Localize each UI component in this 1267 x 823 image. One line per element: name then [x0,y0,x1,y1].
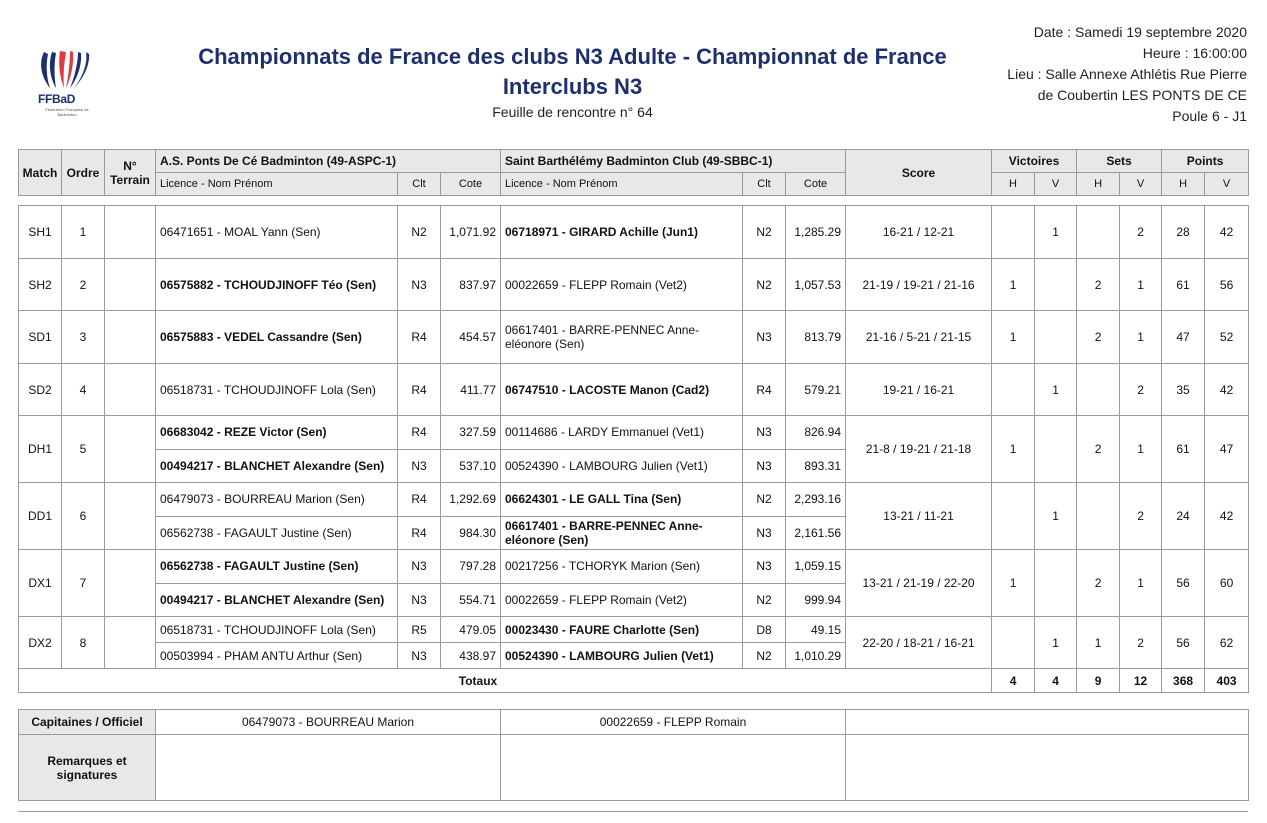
separator: - [558,458,570,473]
totals-sets-v: 12 [1120,669,1162,693]
separator: - [213,458,225,473]
home-player [156,483,398,517]
header-match: Match [19,150,62,196]
sets-home [1077,364,1120,416]
away-player-cote: 49.15 [786,617,846,643]
sets-home: 2 [1077,416,1120,483]
away-player-clt: N2 [743,206,786,259]
home-player-clt: N3 [398,643,441,669]
match-row [19,483,1249,517]
match-code: DD1 [19,483,62,550]
home-player-licence: 06683042 [160,425,214,440]
match-order: 4 [62,364,105,416]
ffbad-shuttlecock-icon [36,50,94,92]
victories-home: 1 [992,416,1035,483]
home-player-licence: 00494217 [160,458,214,473]
away-player-name: LAMBOURG Julien (Vet1) [569,458,708,473]
home-player-licence: 06562738 [160,525,214,540]
home-player-name: TCHOUDJINOFF Lola (Sen) [223,382,376,397]
points-away: 47 [1205,416,1249,483]
separator: - [213,277,225,292]
home-player-cote: 411.77 [441,364,501,416]
home-player-clt: R4 [398,364,441,416]
separator: - [557,425,569,440]
separator: - [213,492,225,507]
header-terrain: N° Terrain [105,150,156,196]
home-player-clt: R4 [398,483,441,517]
match-pool: Poule 6 - J1 [1172,108,1247,124]
away-player-name: BARRE-PENNEC Anne-eléonore (Sen) [505,323,700,351]
header-clt-home: Clt [398,173,441,196]
match-row [19,617,1249,643]
away-player-licence: 00022659 [505,277,559,292]
match-order: 6 [62,483,105,550]
page-subtitle: Feuille de rencontre n° 64 [492,104,653,120]
match-place: Lieu : Salle Annexe Athlétis Rue Pierre de Coubertin LES PONTS DE CE [1007,66,1247,103]
match-court [105,364,156,416]
away-player-licence: 06617401 [505,323,559,337]
away-player-cote: 2,293.16 [786,483,846,517]
away-player-cote: 2,161.56 [786,516,846,550]
match-score: 21-19 / 19-21 / 21-16 [846,259,992,311]
victories-away [1035,550,1077,617]
away-player [501,583,743,617]
separator: - [558,492,570,507]
match-score: 21-16 / 5-21 / 21-15 [846,311,992,364]
points-away: 62 [1205,617,1249,669]
separator: - [213,382,224,397]
home-player-cote: 1,071.92 [441,206,501,259]
separator: - [213,622,224,637]
away-player-licence: 06624301 [505,492,559,507]
home-player-name: VEDEL Cassandre (Sen) [224,330,362,344]
header-clt-away: Clt [743,173,786,196]
match-time: Heure : 16:00:00 [1142,45,1247,61]
home-player-licence: 06575882 [160,277,214,292]
home-player [156,416,398,450]
match-row [19,311,1249,364]
separator: - [213,425,225,440]
victories-home: 1 [992,311,1035,364]
sets-home: 2 [1077,550,1120,617]
away-player-clt: N3 [743,311,786,364]
logo-subtext: Fédération Française de Badminton [45,107,89,117]
home-player [156,311,398,364]
match-code: DX1 [19,550,62,617]
match-table [18,149,1249,693]
home-player-name: BLANCHET Alexandre (Sen) [224,592,385,607]
match-score: 13-21 / 11-21 [846,483,992,550]
home-player-name: BLANCHET Alexandre (Sen) [224,458,385,473]
page-title: Championnats de France des clubs N3 Adulte - Championnat de France Interclubs N3 [198,44,947,99]
totals-row [19,669,1249,693]
totals-sets-h: 9 [1077,669,1120,693]
home-player-cote: 554.71 [441,583,501,617]
totals-vic-v: 4 [1035,669,1077,693]
points-home: 61 [1162,259,1205,311]
home-player-licence: 06518731 [160,382,214,397]
match-row [19,550,1249,584]
victories-home: 1 [992,550,1035,617]
match-order: 2 [62,259,105,311]
separator: - [213,648,225,663]
away-player [501,364,743,416]
sets-away: 1 [1120,311,1162,364]
points-away: 52 [1205,311,1249,364]
header-licence-away: Licence - Nom Prénom [501,173,743,196]
logo-brand-text: FFBaD [38,92,76,106]
header-team-home: A.S. Ponts De Cé Badminton (49-ASPC-1) [156,150,501,173]
victories-home [992,483,1035,550]
home-player-clt: N3 [398,583,441,617]
ffbad-logo [36,50,94,120]
away-player-cote: 893.31 [786,449,846,483]
away-player-licence: 06747510 [505,382,559,397]
home-player [156,516,398,550]
away-player-licence: 00524390 [505,458,559,473]
victories-home [992,364,1035,416]
home-player-clt: R4 [398,311,441,364]
match-code: DH1 [19,416,62,483]
sets-away: 1 [1120,416,1162,483]
away-player [501,311,743,364]
away-player-cote: 826.94 [786,416,846,450]
remarks-label: Remarques et signatures [19,735,156,801]
home-player-cote: 438.97 [441,643,501,669]
points-away: 42 [1205,364,1249,416]
header-victoires: Victoires [992,150,1077,173]
home-player-clt: N3 [398,550,441,584]
victories-away [1035,259,1077,311]
away-player-name: FLEPP Romain (Vet2) [569,277,687,292]
separator: - [213,559,225,574]
victories-away: 1 [1035,617,1077,669]
victories-away: 1 [1035,206,1077,259]
away-player-name: FLEPP Romain (Vet2) [569,592,687,607]
away-player [501,483,743,517]
away-player-cote: 999.94 [786,583,846,617]
match-row [19,206,1249,259]
header-cote-away: Cote [786,173,846,196]
points-home: 56 [1162,550,1205,617]
home-player [156,550,398,584]
match-code: SD1 [19,311,62,364]
away-player-licence: 00022659 [505,592,559,607]
points-away: 60 [1205,550,1249,617]
away-player-name: LAMBOURG Julien (Vet1) [569,648,714,663]
captains-label: Capitaines / Officiel [19,710,156,735]
points-home: 28 [1162,206,1205,259]
away-player-name: LE GALL Tina (Sen) [569,492,682,507]
match-score: 13-21 / 21-19 / 22-20 [846,550,992,617]
points-home: 47 [1162,311,1205,364]
separator: - [558,559,569,574]
signature-table [18,709,1249,801]
points-away: 42 [1205,206,1249,259]
away-player [501,449,743,483]
home-player [156,449,398,483]
away-player-licence: 06617401 [505,518,559,533]
match-court [105,416,156,483]
match-order: 5 [62,416,105,483]
victories-home [992,206,1035,259]
away-player-clt: N2 [743,583,786,617]
match-row [19,364,1249,416]
match-court [105,259,156,311]
match-row [19,259,1249,311]
away-player [501,550,743,584]
sets-home: 2 [1077,259,1120,311]
home-player-clt: R4 [398,416,441,450]
home-player-name: TCHOUDJINOFF Lola (Sen) [223,622,376,637]
match-order: 7 [62,550,105,617]
away-player-clt: N3 [743,516,786,550]
totals-label: Totaux [19,669,992,693]
home-player-name: FAGAULT Justine (Sen) [224,559,359,574]
captain-home: 06479073 - BOURREAU Marion [156,710,501,735]
points-away: 56 [1205,259,1249,311]
away-player-licence: 06718971 [505,225,559,239]
home-player-licence: 00494217 [160,592,214,607]
match-order: 8 [62,617,105,669]
match-score: 19-21 / 16-21 [846,364,992,416]
victories-away: 1 [1035,483,1077,550]
home-player-cote: 1,292.69 [441,483,501,517]
separator: - [213,525,225,540]
sets-away: 1 [1120,550,1162,617]
home-player-name: REZE Victor (Sen) [224,425,327,440]
away-player-clt: D8 [743,617,786,643]
away-player-cote: 1,059.15 [786,550,846,584]
home-player-cote: 984.30 [441,516,501,550]
header-sets-h: H [1077,173,1120,196]
header-vic-v: V [1035,173,1077,196]
away-player-licence: 00217256 [505,559,559,574]
sets-home [1077,483,1120,550]
separator: - [558,622,570,637]
remarks-home [156,735,501,801]
away-player-cote: 579.21 [786,364,846,416]
match-score: 22-20 / 18-21 / 16-21 [846,617,992,669]
header-team-away: Saint Barthélémy Badminton Club (49-SBBC-1) [501,150,846,173]
points-away: 42 [1205,483,1249,550]
title-block [160,42,985,120]
home-player [156,364,398,416]
sets-home [1077,206,1120,259]
home-player-name: MOAL Yann (Sen) [224,225,321,239]
separator: - [558,382,570,397]
away-player-name: GIRARD Achille (Jun1) [569,225,698,239]
away-player [501,206,743,259]
remarks-away [501,735,846,801]
away-player-name: LARDY Emmanuel (Vet1) [568,425,705,440]
away-player-name: LACOSTE Manon (Cad2) [569,382,710,397]
away-player-name: BARRE-PENNEC Anne-eléonore (Sen) [505,518,703,547]
match-court [105,483,156,550]
separator: - [558,225,570,239]
away-player-licence: 00023430 [505,622,559,637]
sets-away: 2 [1120,206,1162,259]
away-player-name: FAURE Charlotte (Sen) [569,622,700,637]
away-player-clt: R4 [743,364,786,416]
totals-pts-v: 403 [1205,669,1249,693]
header-ordre: Ordre [62,150,105,196]
home-player-licence: 06471651 [160,225,214,239]
home-player-licence: 06562738 [160,559,214,574]
match-code: SH1 [19,206,62,259]
match-code: SH2 [19,259,62,311]
victories-away: 1 [1035,364,1077,416]
match-court [105,311,156,364]
bottom-divider [18,811,1248,812]
home-player [156,206,398,259]
away-player-clt: N3 [743,449,786,483]
match-court [105,550,156,617]
points-home: 61 [1162,416,1205,483]
separator: - [558,592,570,607]
header-vic-h: H [992,173,1035,196]
home-player [156,583,398,617]
points-home: 24 [1162,483,1205,550]
away-player-clt: N2 [743,259,786,311]
header-cote-home: Cote [441,173,501,196]
header-pts-h: H [1162,173,1205,196]
home-player-licence: 06575883 [160,330,214,344]
home-player-cote: 479.05 [441,617,501,643]
home-player-clt: R4 [398,516,441,550]
totals-pts-h: 368 [1162,669,1205,693]
sets-away: 2 [1120,617,1162,669]
away-player [501,643,743,669]
match-row [19,416,1249,450]
points-home: 35 [1162,364,1205,416]
victories-away [1035,416,1077,483]
home-player [156,617,398,643]
remarks-official [846,735,1249,801]
sets-away: 1 [1120,259,1162,311]
away-player [501,416,743,450]
separator: - [558,323,570,337]
home-player-licence: 00503994 [160,648,214,663]
home-player-cote: 837.97 [441,259,501,311]
away-player-licence: 00524390 [505,648,559,663]
captain-official [846,710,1249,735]
home-player-name: TCHOUDJINOFF Téo (Sen) [224,277,377,292]
header-sets-v: V [1120,173,1162,196]
away-player-clt: N3 [743,416,786,450]
home-player-name: BOURREAU Marion (Sen) [224,492,365,507]
away-player-cote: 1,285.29 [786,206,846,259]
match-code: SD2 [19,364,62,416]
header-points: Points [1162,150,1249,173]
home-player-clt: N2 [398,206,441,259]
away-player-cote: 813.79 [786,311,846,364]
victories-home [992,617,1035,669]
home-player-licence: 06518731 [160,622,214,637]
sets-away: 2 [1120,364,1162,416]
sets-away: 2 [1120,483,1162,550]
away-player-licence: 00114686 [505,425,558,440]
separator: - [213,330,225,344]
match-court [105,617,156,669]
victories-away [1035,311,1077,364]
header-licence-home: Licence - Nom Prénom [156,173,398,196]
home-player-cote: 454.57 [441,311,501,364]
match-court [105,206,156,259]
home-player-cote: 327.59 [441,416,501,450]
home-player-licence: 06479073 [160,492,214,507]
home-player-clt: R5 [398,617,441,643]
home-player-clt: N3 [398,259,441,311]
match-score: 16-21 / 12-21 [846,206,992,259]
sets-home: 1 [1077,617,1120,669]
away-player-name: TCHORYK Marion (Sen) [568,559,700,574]
header-sets: Sets [1077,150,1162,173]
away-player-cote: 1,057.53 [786,259,846,311]
home-player-clt: N3 [398,449,441,483]
points-home: 56 [1162,617,1205,669]
match-code: DX2 [19,617,62,669]
sets-home: 2 [1077,311,1120,364]
home-player [156,643,398,669]
home-player [156,259,398,311]
away-player-clt: N2 [743,483,786,517]
separator: - [558,518,570,533]
victories-home: 1 [992,259,1035,311]
home-player-cote: 797.28 [441,550,501,584]
away-player [501,617,743,643]
away-player-clt: N3 [743,550,786,584]
home-player-name: PHAM ANTU Arthur (Sen) [224,648,363,663]
away-player-cote: 1,010.29 [786,643,846,669]
away-player [501,516,743,550]
home-player-name: FAGAULT Justine (Sen) [224,525,352,540]
separator: - [558,648,570,663]
separator: - [213,592,225,607]
match-date: Date : Samedi 19 septembre 2020 [1033,24,1247,40]
separator: - [213,225,225,239]
totals-vic-h: 4 [992,669,1035,693]
away-player [501,259,743,311]
separator: - [558,277,570,292]
captain-away: 00022659 - FLEPP Romain [501,710,846,735]
away-player-clt: N2 [743,643,786,669]
match-info [1007,22,1247,127]
header-score: Score [846,150,992,196]
match-order: 3 [62,311,105,364]
header-pts-v: V [1205,173,1249,196]
match-score: 21-8 / 19-21 / 21-18 [846,416,992,483]
home-player-cote: 537.10 [441,449,501,483]
match-order: 1 [62,206,105,259]
spacer-row [19,196,1249,206]
